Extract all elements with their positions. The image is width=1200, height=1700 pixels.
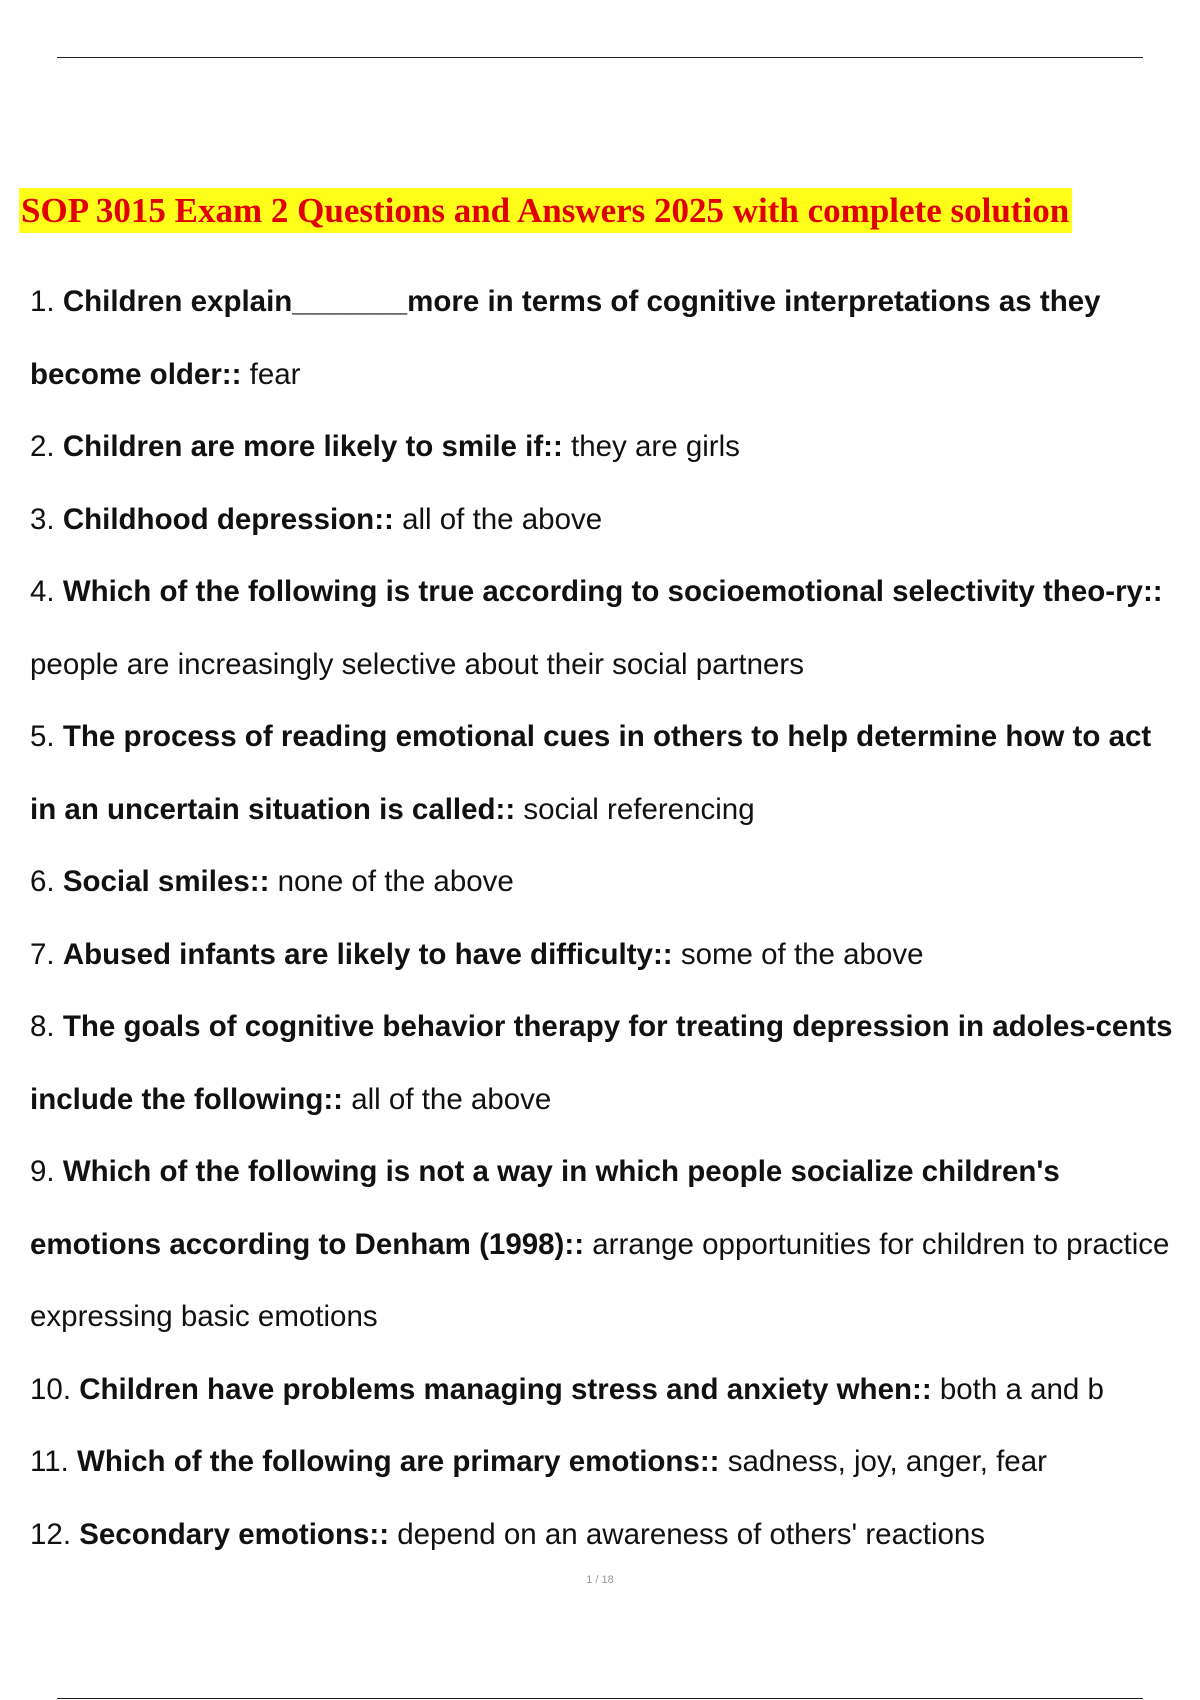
item-question: Which of the following is not a way in which people socialize children's emotions according to Denham (1998):: — [30, 1155, 1060, 1261]
item-number: 5. — [30, 720, 55, 753]
item-answer: none of the above — [277, 865, 514, 898]
item-question: Which of the following is true according to socioemotional selectivity theo-ry:: — [62, 575, 1163, 608]
item-question: Which of the following are primary emotions:: — [77, 1445, 720, 1478]
qa-list — [30, 266, 1180, 1571]
item-answer: arrange opportunities for children to practice expressing basic emotions — [30, 1227, 1170, 1333]
item-answer: some of the above — [680, 937, 924, 971]
item-answer: both a and b — [939, 1372, 1104, 1406]
item-question: Social smiles:: — [62, 865, 270, 898]
item-question: Abused infants are likely to have difficulty:: — [62, 937, 673, 971]
item-number: 3. — [30, 502, 55, 536]
item-number: 8. — [30, 1010, 55, 1043]
item-answer: all of the above — [402, 502, 603, 536]
item-number: 2. — [30, 430, 55, 463]
item-number: 10. — [30, 1372, 72, 1406]
qa-item-4 — [30, 556, 1180, 701]
item-number: 1. — [30, 285, 55, 318]
item-question: The goals of cognitive behavior therapy for treating depression in adoles-cents include the following:: — [30, 1010, 1173, 1116]
document-title: SOP 3015 Exam 2 Questions and Answers 2025 with complete solution — [19, 188, 1072, 233]
item-answer: they are girls — [571, 430, 740, 463]
qa-item-6 — [30, 846, 1180, 919]
top-rule — [57, 57, 1143, 58]
qa-item-10 — [30, 1354, 1180, 1427]
qa-item-5 — [30, 701, 1180, 846]
qa-item-3 — [30, 484, 1180, 557]
item-answer: social referencing — [523, 792, 755, 826]
item-question: Childhood depression:: — [62, 502, 394, 536]
item-answer: people are increasingly selective about their social partners — [30, 647, 804, 681]
item-number: 12. — [30, 1517, 72, 1551]
item-number: 4. — [30, 575, 55, 608]
item-question: Children have problems managing stress and anxiety when:: — [79, 1372, 932, 1406]
item-answer: fear — [249, 357, 301, 391]
qa-item-7 — [30, 919, 1180, 992]
item-question: Secondary emotions:: — [79, 1517, 390, 1551]
item-number: 6. — [30, 865, 55, 898]
item-number: 9. — [30, 1155, 55, 1188]
qa-item-11 — [30, 1426, 1180, 1499]
qa-item-2 — [30, 411, 1180, 484]
item-number: 11. — [30, 1445, 69, 1478]
qa-item-9 — [30, 1136, 1180, 1354]
title-container — [19, 188, 1072, 233]
item-answer: sadness, joy, anger, fear — [727, 1445, 1047, 1478]
item-question: The process of reading emotional cues in others to help determine how to act in an uncertain situation is called:: — [30, 720, 1152, 826]
page-indicator: 1 / 18 — [586, 1574, 614, 1586]
item-answer: all of the above — [351, 1082, 552, 1116]
bottom-rule — [57, 1698, 1143, 1699]
qa-item-8 — [30, 991, 1180, 1136]
item-question: Children are more likely to smile if:: — [62, 430, 563, 463]
qa-item-1 — [30, 266, 1180, 411]
item-number: 7. — [30, 937, 55, 971]
qa-item-12 — [30, 1499, 1180, 1572]
item-answer: depend on an awareness of others' reactions — [397, 1517, 986, 1551]
item-question: Children explain_______more in terms of cognitive interpretations as they become older:: — [30, 285, 1101, 391]
